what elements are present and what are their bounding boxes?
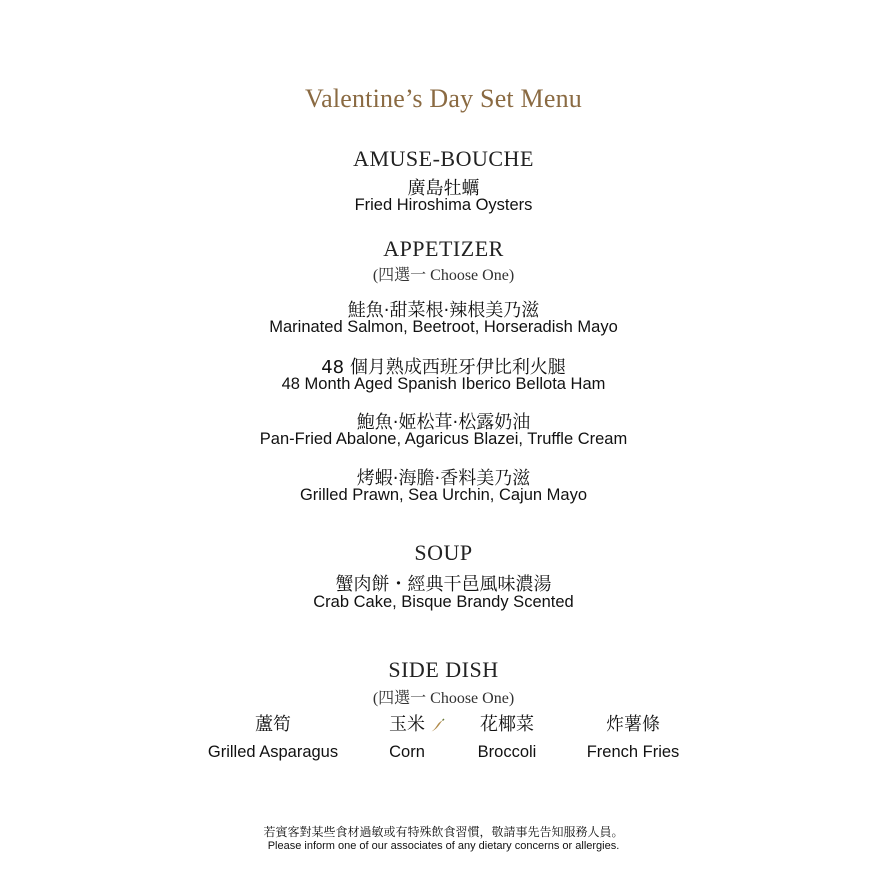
appetizer-item-zh: 鮭魚·甜菜根·辣根美乃滋: [347, 300, 540, 321]
menu-title: Valentine’s Day Set Menu: [304, 84, 583, 113]
side-dish-item-zh-row: [369, 713, 445, 737]
soup-en: Crab Cake, Bisque Brandy Scented: [313, 593, 574, 611]
side-dish-heading: SIDE DISH: [388, 657, 499, 682]
appetizer-item-zh: 烤蝦·海膽·香料美乃滋: [356, 468, 531, 489]
chili-pepper-icon: [429, 717, 445, 733]
appetizer-heading: APPETIZER: [383, 236, 504, 261]
amuse-bouche-heading: AMUSE-BOUCHE: [353, 146, 534, 171]
side-dish-item-en: Corn: [389, 743, 425, 761]
allergy-notice-en: Please inform one of our associates of any dietary concerns or allergies.: [267, 840, 620, 852]
side-dish-item-zh: 玉米: [389, 714, 425, 735]
allergy-notice-zh: 若賓客對某些食材過敏或有特殊飲食習慣，敬請事先告知服務人員。: [263, 825, 624, 839]
appetizer-item-zh: 鮑魚·姬松茸·松露奶油: [356, 412, 531, 433]
side-dish-item-zh: 蘆筍: [255, 714, 291, 735]
side-dish-item-en: Grilled Asparagus: [207, 743, 339, 761]
amuse-bouche-zh: 廣島牡蠣: [407, 178, 480, 199]
side-dish-item-asparagus: [208, 713, 338, 763]
soup-zh: 蟹肉餅・經典干邑風味濃湯: [335, 574, 552, 595]
appetizer-item-en: Marinated Salmon, Beetroot, Horseradish Mayo: [269, 318, 618, 336]
side-dish-item-corn: [369, 713, 445, 763]
amuse-bouche-en: Fried Hiroshima Oysters: [354, 196, 533, 214]
side-dish-choose-note: (四選一 Choose One): [372, 690, 515, 707]
soup-heading: SOUP: [414, 540, 473, 565]
side-dish-item-french-fries: [587, 713, 680, 763]
side-dish-item-en: Broccoli: [477, 743, 537, 761]
appetizer-item-en: Grilled Prawn, Sea Urchin, Cajun Mayo: [299, 486, 588, 504]
appetizer-choose-note: (四選一 Choose One): [372, 267, 515, 284]
appetizer-item-zh: 48 個月熟成西班牙伊比利火腿: [321, 357, 566, 378]
side-dish-item-zh: 花椰菜: [480, 714, 534, 735]
appetizer-item-en: Pan-Fried Abalone, Agaricus Blazei, Truffle Cream: [259, 430, 628, 448]
side-dish-item-zh: 炸薯條: [605, 714, 660, 735]
appetizer-item-en: 48 Month Aged Spanish Iberico Bellota Ham: [281, 375, 606, 393]
side-dish-item-broccoli: [478, 713, 537, 763]
side-dish-item-en: French Fries: [586, 743, 680, 761]
